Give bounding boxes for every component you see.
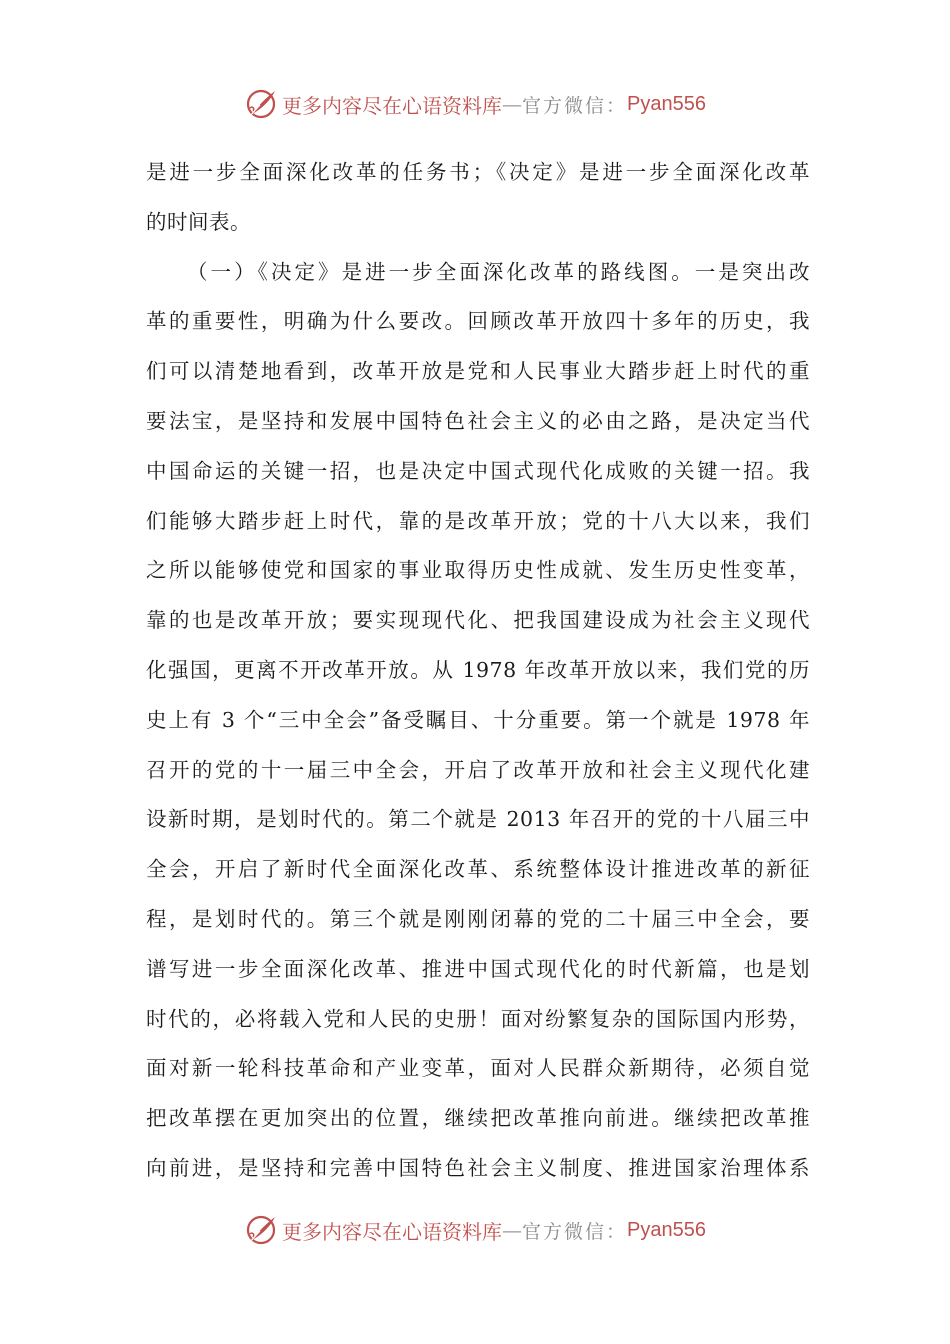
text-line: 革的重要性，明确为什么要改。回顾改革开放四十多年的历史，我 [146,309,810,334]
text-line: 的时间表。 [146,209,251,234]
text-line: 们可以清楚地看到，改革开放是党和人民事业大踏步赶上时代的重 [146,359,810,384]
text-line: 时代的，必将载入党和人民的史册！面对纷繁复杂的国际国内形势， [146,1006,810,1031]
text-line: 面对新一轮科技革命和产业变革，面对人民群众新期待，必须自觉 [146,1056,810,1081]
text-line: 向前进，是坚持和完善中国特色社会主义制度、推进国家治理体系 [146,1155,810,1180]
header-wechat-id: Pyan556 [627,92,706,115]
text-line: 之所以能够使党和国家的事业取得历史性成就、发生历史性变革， [146,558,810,583]
header-brand-text: 更多内容尽在心语资料库 [282,93,502,118]
paragraph-start-line: （一）《决定》是进一步全面深化改革的路线图。一是突出改 [187,259,810,284]
text-line: 靠的也是改革开放；要实现现代化、把我国建设成为社会主义现代 [146,608,810,633]
text-line: 召开的党的十一届三中全会，开启了改革开放和社会主义现代化建 [146,757,810,782]
text-line: 把改革摆在更加突出的位置，继续把改革推向前进。继续把改革推 [146,1106,810,1131]
text-line: 们能够大踏步赶上时代，靠的是改革开放；党的十八大以来，我们 [146,508,810,533]
text-line: 中国命运的关键一招，也是决定中国式现代化成败的关键一招。我 [146,458,810,483]
text-line: 全会，开启了新时代全面深化改革、系统整体设计推进改革的新征 [146,857,810,882]
text-line: 史上有 3 个“三中全会”备受瞩目、十分重要。第一个就是 1978 年 [146,707,810,732]
quill-pen-icon [244,87,278,121]
footer-brand-text: 更多内容尽在心语资料库 [282,1219,502,1244]
footer-wechat-label: 官方微信： [522,1220,628,1243]
header-separator: — [502,92,522,116]
header-banner [0,84,950,124]
text-line: 设新时期，是划时代的。第二个就是 2013 年召开的党的十八届三中 [146,807,810,832]
footer-separator: — [502,1218,522,1242]
document-body [146,148,810,1194]
footer-wechat-id: Pyan556 [627,1218,706,1241]
text-line: 是进一步全面深化改革的任务书；《决定》是进一步全面深化改革 [146,160,810,184]
text-line: 要法宝，是坚持和发展中国特色社会主义的必由之路，是决定当代 [146,408,810,433]
text-line: 程，是划时代的。第三个就是刚刚闭幕的党的二十届三中全会，要 [146,906,810,931]
text-line: 谱写进一步全面深化改革、推进中国式现代化的时代新篇，也是划 [146,956,810,981]
footer-banner [0,1210,950,1250]
text-line: 化强国，更离不开改革开放。从 1978 年改革开放以来，我们党的历 [146,657,810,682]
header-wechat-label: 官方微信： [522,94,628,117]
quill-pen-icon [244,1213,278,1247]
